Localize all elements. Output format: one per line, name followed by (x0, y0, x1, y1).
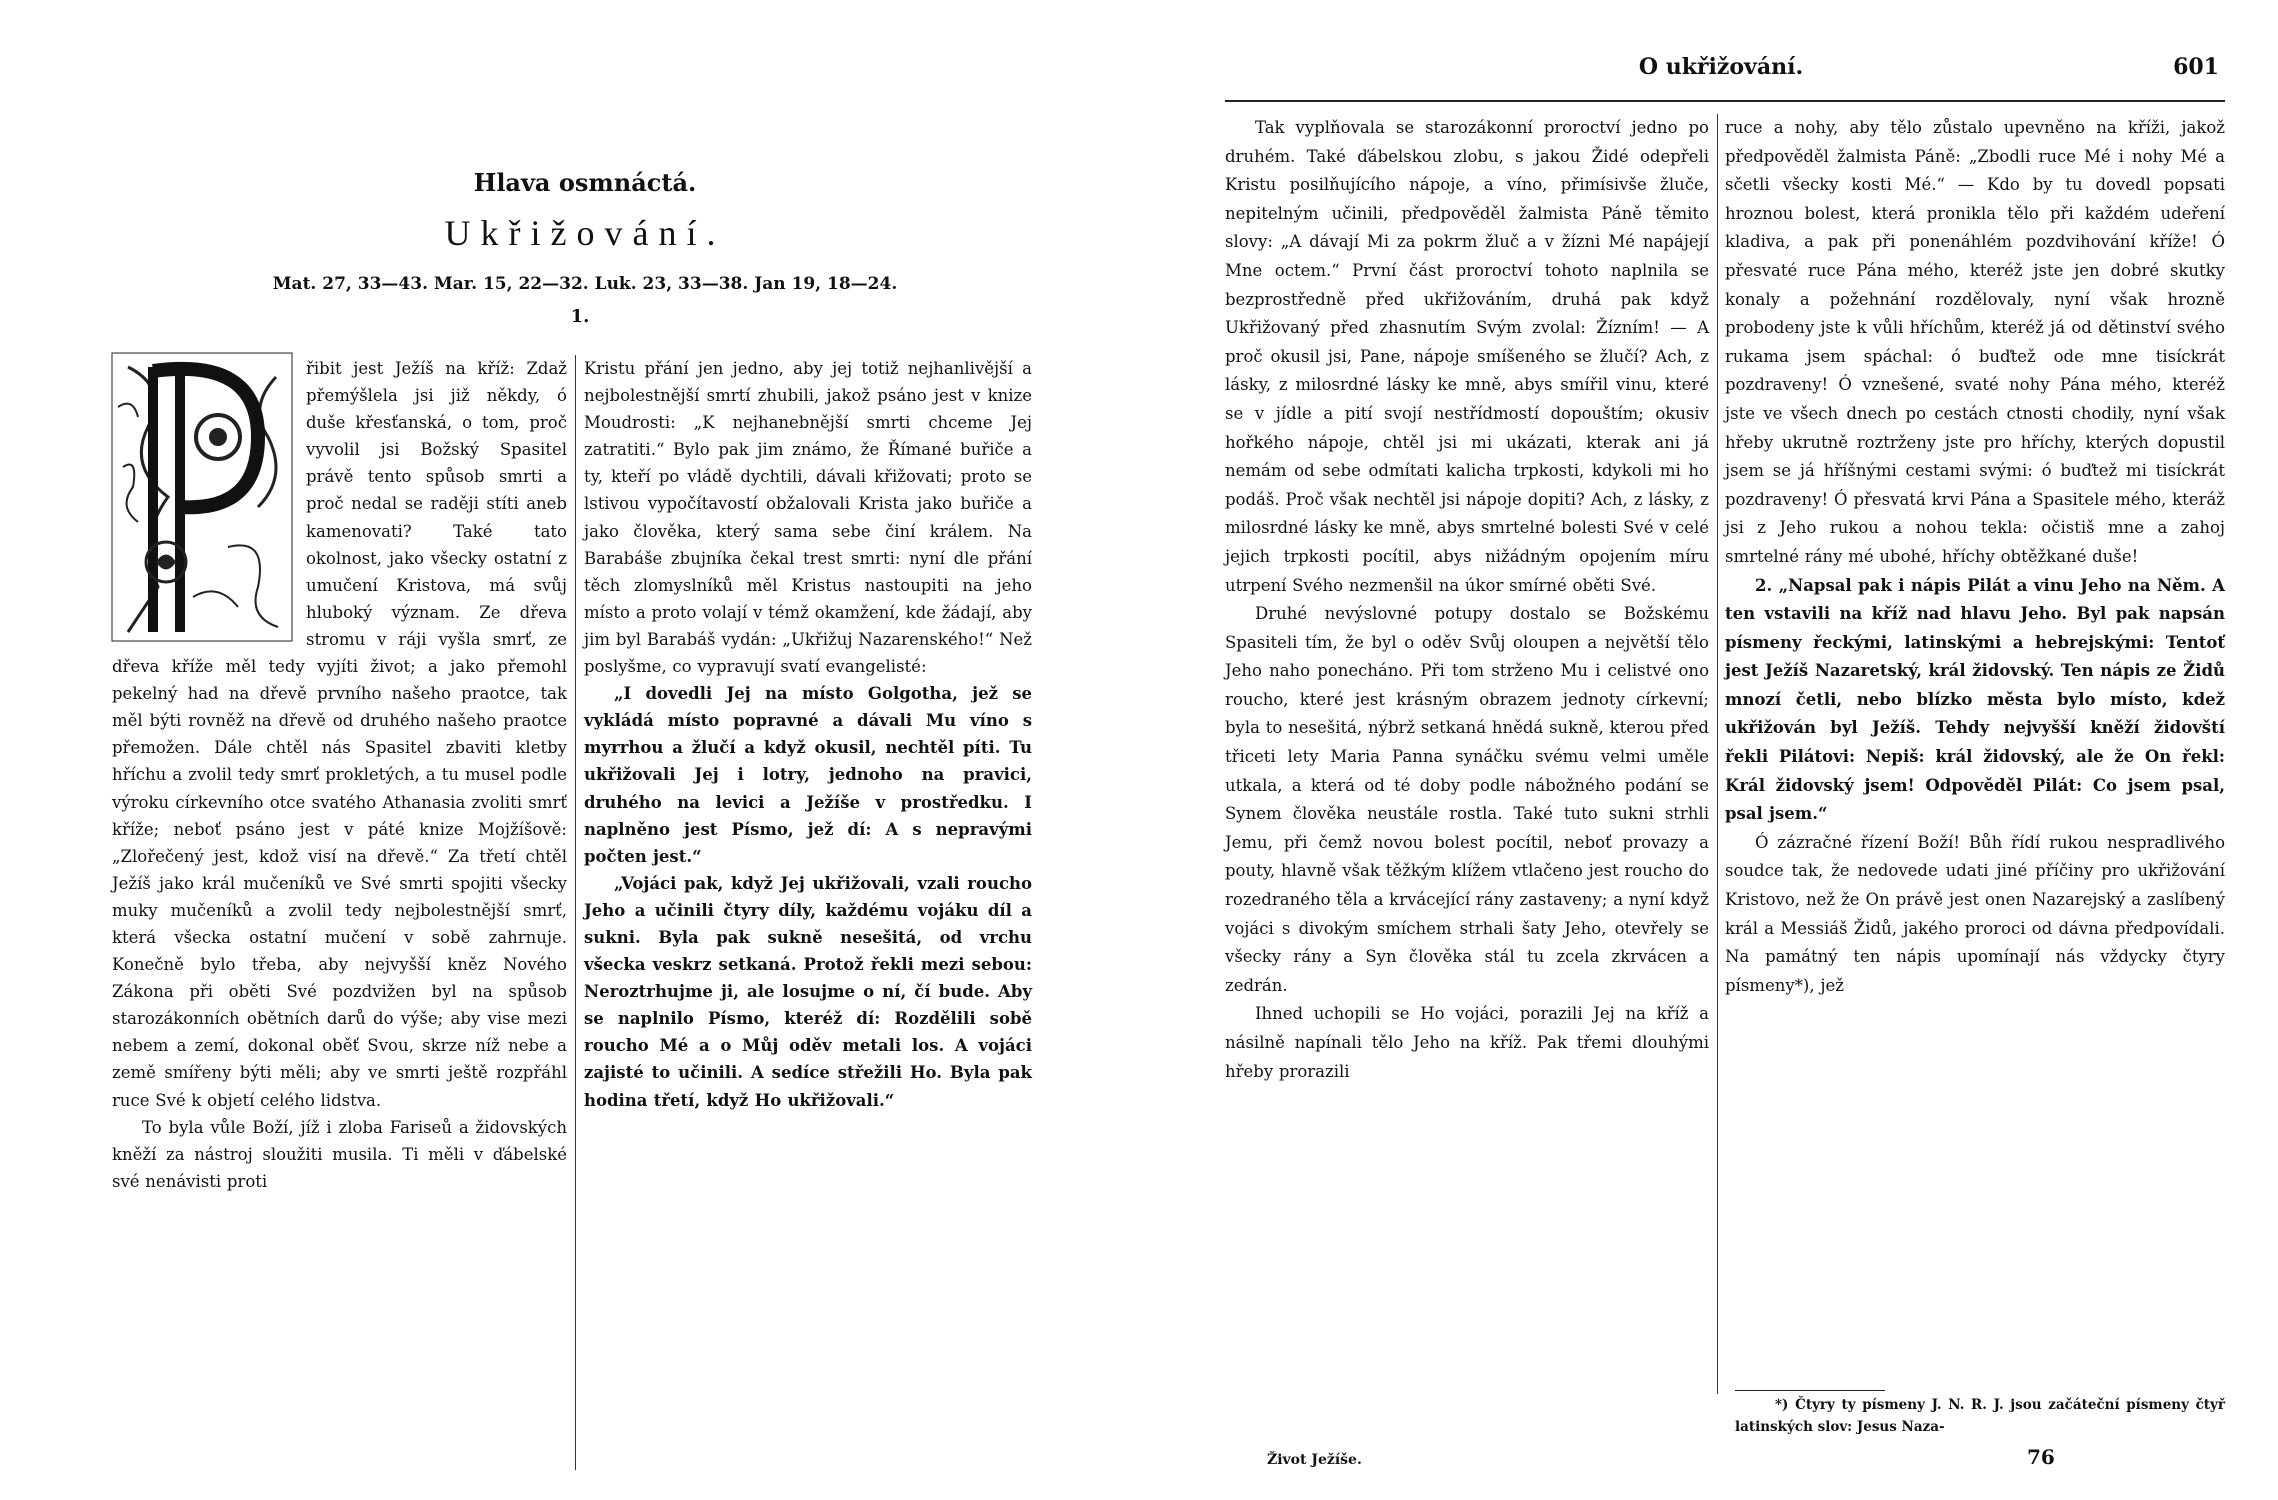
paragraph-robe: Druhé nevýslovné potupy dostalo se Božskému Spasiteli tím, že byl o oděv Svůj oloupen a největší tělo Jeho naho ponecháno. Při tom strženo Mu i celistvé ono roucho, které jest krásným obrazem jednoty církevní; byla to nesešitá, nýbrž setkaná hnědá sukně, kterou před třiceti lety Maria Panna synáčku svému velmi uměle utkala, a která od té doby podle nábožného podání se Synem člověka neustále rostla. Také tuto sukni strhli Jemu, při čemž novou bolest pocítil, neboť provazy a pouty, hlavně však těžkým klížem vtlačeno jest roucho do rozedraného těla a krvácející rány zastaveny; a nyní když vojáci s divokým smíchem strhali šaty Jeho, otevřely se všecky rány a Syn člověka stál tu zcela zkrvácen a zedrán. (1225, 604, 1709, 995)
running-head: O ukřižování. (1638, 54, 1804, 80)
paragraph-gods-will: To byla vůle Boží, jíž i zloba Fariseů a židovských kněží za nástroj sloužiti musila. Ti měli v ďábelské své nenávisti proti (112, 1117, 567, 1191)
chapter-heading: Hlava osmnáctá. (473, 168, 697, 197)
paragraph-pharisees-intent: Kristu přání jen jedno, aby jej totiž nejhanlivější a nejbolestnější smrtí zhubili, jakož psáno jest v knize Moudrosti: „K nejhanebnější smrti chceme Jej zatratiti.“ Bylo pak jim známo, že Římané buřiče a ty, kteří po vládě dychtili, dávali křižovati; proto se lstivou vypočítavostí obžalovali Krista jako buřiče a jako člověka, který sama sebe činí králem. Na Barabáše zbujníka čekal trest smrti: nyní dle přání těch zlomyslníků měl Kristus nastoupiti na jeho místo a proto volají v témž okamžení, kde žádají, aby jim byl Barabáš vydán: „Ukřižuj Nazarenského!“ Než poslyšme, co vypravují svatí evangelisté: (584, 359, 1032, 677)
paragraph-prophecies: Tak vyplňovala se starozákonní proroctví jedno po druhém. Také ďábelskou zlobu, s jakou Židé odepřeli Kristu posilňujícího nápoje, a víno, přimísivše žluče, nepitelným učinili, předpověděl žalmista Páně těmito slovy: „A dávají Mi za pokrm žluč a v žízni Mé napájejí Mne octem.“ První část proroctví tohoto naplnila se bezprostředně před ukřižováním, druhá pak když Ukřižovaný před zhasnutím Svým zvolal: Žízním! — A proč okusil jsi, Pane, nápoje smíšeného se žlučí? Ach, z lásky, z milosrdné lásky ke mně, abys smířil vinu, které se v jídle a pití svojí nestřídmostí dopouštím; okusiv hořkého nápoje, chtěl jsi mi ukázati, kterak ani já nemám od sebe odmítati kalicha trpkosti, kdykoli mi ho podáš. Proč však nechtěl jsi nápoje dopiti? Ach, z lásky, z milosrdné lásky ke mně, abys smrtelné bolesti Své v celé jejich trpkosti pocítil, abys nižádným opojením míru utrpení Svého nezmenšil na úkor smírné oběti Své. (1225, 118, 1709, 595)
right-column-2 (1725, 114, 2225, 1000)
paragraph-hands-and-feet: ruce a nohy, aby tělo zůstalo upevněno na kříži, jakož předpověděl žalmista Páně: „Zbodli ruce Mé i nohy Mé a sčetli všecky kosti Mé.“ — Kdo by tu dovedl popsati hroznou bolest, která pronikla tělo při každém udeření kladiva, a pak při ponenáhlém pozdvihování kříže! Ó přesvaté ruce Pána mého, kteréž jste jen dobré skutky konaly a požehnání rozdělovaly, nyní však hrozně probodeny jste k vůli hříchům, kteréž já od dětinství svého rukama jsem spáchal: ó buďtež ode mne tisíckrát pozdraveny! Ó vznešené, svaté nohy Pána mého, kteréž jste ve všech dnech po cestách ctnosti chodily, nyní však hřeby ukrutně roztrženy jste pro hříchy, kterých dopustil jsem se já hříšnými cestami svými: ó buďtež mi tisíckrát pozdraveny! Ó přesvatá krvi Pána a Spasitele mého, kteráž jsi z Jeho rukou a nohou tekla: očistiš mne a zahoj smrtelné rány mé ubohé, hříchy obtěžkané duše! (1725, 118, 2225, 566)
paragraph-divine-guidance: Ó zázračné řízení Boží! Bůh řídí rukou nespradlivého soudce tak, že nedovede udati jiné příčiny pro ukřižování Kristovo, než že On právě jest onen Nazarejský a zaslíbený král a Messiáš Židů, jakého proroci od dávna předpovídali. Na památný ten nápis upomínají nás vždycky čtyry písmeny*), jež (1725, 832, 2225, 995)
column-divider (575, 355, 576, 1470)
page-number: 601 (2173, 54, 2219, 80)
paragraph-crucifixion-meaning: řibit jest Ježíš na kříž: Zdaž přemýšlela jsi již někdy, ó duše křesťanská, o tom, proč vyvolil jsi Božský Spasitel právě tento spůsob smrti a proč nedal se raději stíti aneb kamenovati? Také tato okolnost, jako všecky ostatní z umučení Kristova, má svůj hluboký význam. Ze dřeva stromu v ráji vyšla smrť, ze dřeva kříže měl tedy vyjíti život; a jako přemohl pekelný had na dřevě prvního našeho praotce, tak měl býti rovněž na dřevě od druhého našeho praotce přemožen. Dále chtěl nás Spasitel zbaviti kletby hříchu a zvolil tedy smrť prokletých, a tu musel podle výroku církevního otce svatého Athanasia zvoliti smrť kříže; neboť psáno jest v páté knize Mojžíšově: „Zlořečený jest, kdož visí na dřevě.“ Za třetí chtěl Ježíš jako král mučeníků ve Své smrti spojiti všecky muky mučeníků a zvolil tedy nejbolestnější smrť, která všecka ostatní mučení v sobě zahrnuje. Konečně bylo třeba, aby nejvyšší kněz Nového Zákona při oběti Své pozdvižen byl na spůsob starozákonních obětních darů do výše; aby vise mezi nebem a zemí, dokonal oběť Svou, skrze níž nebe a země smířeny býti měli; aby ve smrti ještě rozpřáhl ruce Své k objetí celého lidstva. (112, 359, 567, 1110)
ornamental-initial-p-icon (108, 347, 296, 647)
right-column-1 (1225, 114, 1709, 1086)
right-page (1139, 0, 2278, 1500)
header-rule (1225, 100, 2225, 102)
column-divider (1717, 114, 1718, 1394)
paragraph-nailing: Ihned uchopili se Ho vojáci, porazili Jej na kříž a násilně napínali tělo Jeho na kříž. Pak třemi dlouhými hřeby prorazili (1225, 1004, 1709, 1081)
gospel-quote-golgotha: „I dovedli Jej na místo Golgotha, jež se vykládá místo popravné a dávali Mu víno s myrrhou a žlučí a když okusil, nechtěl píti. Tu ukřižovali Jej i lotry, jednoho na pravici, druhého na levici a Ježíše v prostředku. I naplněno jest Písmo, jež dí: A s nepravými počten jest.“ (584, 684, 1032, 866)
footnote-rule (1735, 1390, 1885, 1391)
gospel-quote-soldiers: „Vojáci pak, když Jej ukřižovali, vzali roucho Jeho a učinili čtyry díly, každému vojáku díl a sukni. Byla pak sukně nesešitá, od vrchu všecka veskrz setkaná. Protož řekli mezi sebou: Neroztrhujme ji, ale losujme o ní, čí bude. Aby se naplnilo Písmo, kteréž dí: Rozdělili sobě roucho Mé a o Můj oděv metali los. A vojáci zajisté to učinili. A sedíce střežili Ho. Byla pak hodina třetí, když Ho ukřižovali.“ (584, 873, 1032, 1110)
gospel-references: Mat. 27, 33—43. Mar. 15, 22—32. Luk. 23, 33—38. Jan 19, 18—24. (272, 274, 898, 294)
gospel-quote-inscription: 2. „Napsal pak i nápis Pilát a vinu Jeho na Něm. A ten vstavili na kříž nad hlavu Jeho. Byl pak napsán písmeny řeckými, latinskými a hebrejskými: Tentoť jest Ježíš Nazaretský, král židovský. Ten nápis ze Židů mnozí četli, nebo blízko města bylo místo, kdež ukřižován byl Ježíš. Tehdy nejvyšší kněží židovští řekli Pilátovi: Nepiš: král židovský, ale že On řekl: Král židovský jsem! Odpověděl Pilát: Co jsem psal, psal jsem.“ (1725, 575, 2225, 824)
footnote: *) Čtyry ty písmeny J. N. R. J. jsou začáteční písmeny čtyř latinských slov: Jesus Naza- (1735, 1397, 2225, 1435)
signature-mark: Život Ježíše. (1267, 1452, 1362, 1468)
sheet-number: 76 (2027, 1445, 2055, 1469)
chapter-title: Ukřižování. (444, 213, 726, 253)
left-column-2 (584, 355, 1032, 1114)
section-number: 1. (570, 306, 590, 327)
decorated-initial-p (108, 347, 296, 647)
left-column-1 (112, 355, 567, 1195)
